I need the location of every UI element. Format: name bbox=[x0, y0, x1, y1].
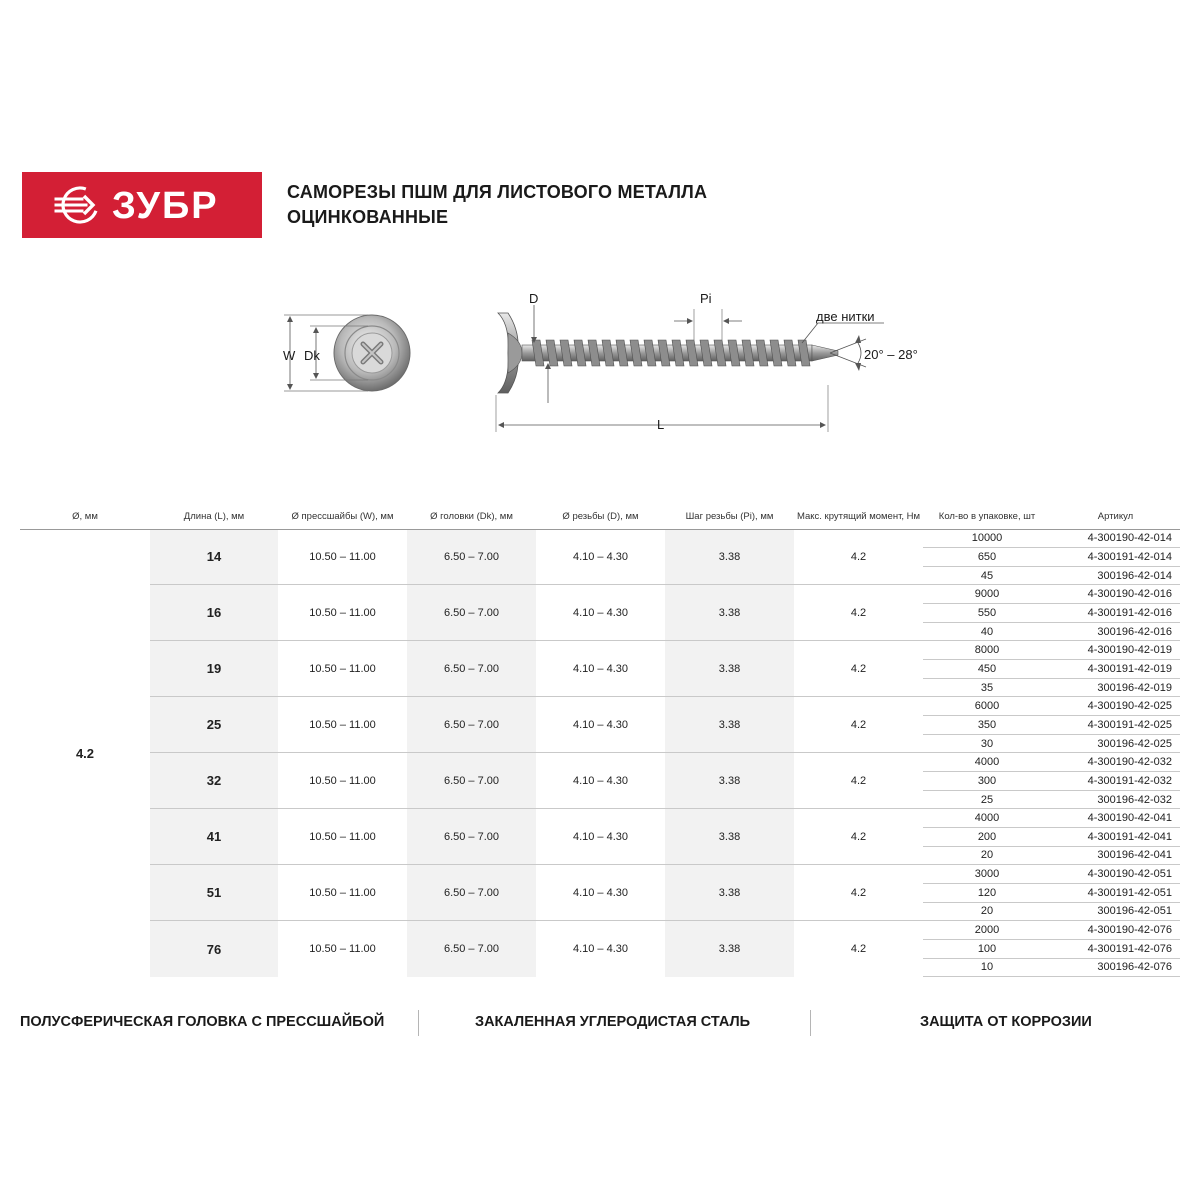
cell-quantity: 45 bbox=[923, 566, 1051, 585]
cell-length: 19 bbox=[150, 641, 278, 697]
cell-thread-pitch: 3.38 bbox=[665, 809, 794, 865]
table-row bbox=[20, 697, 1180, 716]
cell-thread-diameter: 4.10 – 4.30 bbox=[536, 529, 665, 585]
thread-ridge bbox=[546, 340, 558, 366]
spec-table bbox=[20, 505, 1180, 977]
cell-quantity: 4000 bbox=[923, 809, 1051, 828]
cell-head-diameter: 6.50 – 7.00 bbox=[407, 529, 536, 585]
col-header-thread-pitch: Шаг резьбы (Pi), мм bbox=[665, 505, 794, 529]
thread-ridge bbox=[714, 340, 726, 366]
table-row bbox=[20, 865, 1180, 884]
cell-article: 4-300191-42-014 bbox=[1051, 548, 1180, 567]
cell-article: 4-300190-42-016 bbox=[1051, 585, 1180, 604]
thread-ridge bbox=[756, 340, 768, 366]
cell-torque: 4.2 bbox=[794, 641, 923, 697]
thread-ridge bbox=[644, 340, 656, 366]
dim-label-threads: две нитки bbox=[816, 309, 875, 324]
cell-washer-diameter: 10.50 – 11.00 bbox=[278, 921, 407, 977]
cell-length: 32 bbox=[150, 753, 278, 809]
product-title-line1: САМОРЕЗЫ ПШМ ДЛЯ ЛИСТОВОГО МЕТАЛЛА bbox=[287, 182, 708, 202]
cell-quantity: 200 bbox=[923, 828, 1051, 847]
cell-quantity: 6000 bbox=[923, 697, 1051, 716]
cell-head-diameter: 6.50 – 7.00 bbox=[407, 865, 536, 921]
thread-ridge bbox=[686, 340, 698, 366]
cell-quantity: 8000 bbox=[923, 641, 1051, 660]
dim-label-w: W bbox=[283, 348, 296, 363]
cell-quantity: 35 bbox=[923, 678, 1051, 697]
cell-thread-pitch: 3.38 bbox=[665, 529, 794, 585]
cell-article: 300196-42-076 bbox=[1051, 958, 1180, 977]
cell-article: 300196-42-016 bbox=[1051, 622, 1180, 641]
table-row bbox=[20, 921, 1180, 940]
product-title bbox=[287, 180, 707, 230]
cell-quantity: 20 bbox=[923, 846, 1051, 865]
thread-ridge bbox=[630, 340, 642, 366]
cell-torque: 4.2 bbox=[794, 753, 923, 809]
thread-ridge bbox=[672, 340, 684, 366]
screw-diagram bbox=[270, 285, 950, 450]
brand-wordmark: ЗУБР bbox=[112, 185, 219, 227]
cell-thread-pitch: 3.38 bbox=[665, 641, 794, 697]
feature-divider bbox=[418, 1010, 419, 1036]
cell-quantity: 10 bbox=[923, 958, 1051, 977]
cell-thread-diameter: 4.10 – 4.30 bbox=[536, 585, 665, 641]
spec-table-container bbox=[20, 505, 1180, 977]
cell-quantity: 20 bbox=[923, 902, 1051, 921]
cell-torque: 4.2 bbox=[794, 529, 923, 585]
spec-table-body bbox=[20, 529, 1180, 977]
cell-torque: 4.2 bbox=[794, 921, 923, 977]
cell-article: 4-300191-42-032 bbox=[1051, 772, 1180, 791]
cell-article: 4-300190-42-019 bbox=[1051, 641, 1180, 660]
cell-thread-pitch: 3.38 bbox=[665, 753, 794, 809]
cell-washer-diameter: 10.50 – 11.00 bbox=[278, 529, 407, 585]
cell-thread-diameter: 4.10 – 4.30 bbox=[536, 697, 665, 753]
cell-length: 76 bbox=[150, 921, 278, 977]
table-row bbox=[20, 753, 1180, 772]
cell-washer-diameter: 10.50 – 11.00 bbox=[278, 697, 407, 753]
cell-article: 4-300190-42-041 bbox=[1051, 809, 1180, 828]
cell-head-diameter: 6.50 – 7.00 bbox=[407, 921, 536, 977]
cell-torque: 4.2 bbox=[794, 585, 923, 641]
table-row bbox=[20, 529, 1180, 548]
cell-length: 25 bbox=[150, 697, 278, 753]
cell-torque: 4.2 bbox=[794, 809, 923, 865]
cell-quantity: 4000 bbox=[923, 753, 1051, 772]
brand-logo-mark bbox=[22, 172, 262, 238]
cell-quantity: 300 bbox=[923, 772, 1051, 791]
dim-label-dk: Dk bbox=[304, 348, 320, 363]
cell-diameter: 4.2 bbox=[75, 745, 95, 761]
cell-quantity: 40 bbox=[923, 622, 1051, 641]
cell-thread-pitch: 3.38 bbox=[665, 865, 794, 921]
cell-thread-diameter: 4.10 – 4.30 bbox=[536, 753, 665, 809]
cell-quantity: 9000 bbox=[923, 585, 1051, 604]
thread-ridge bbox=[602, 340, 614, 366]
cell-head-diameter: 6.50 – 7.00 bbox=[407, 753, 536, 809]
cell-article: 4-300191-42-051 bbox=[1051, 883, 1180, 902]
cell-article: 4-300191-42-019 bbox=[1051, 660, 1180, 679]
cell-article: 4-300190-42-025 bbox=[1051, 697, 1180, 716]
thread-ridge bbox=[700, 340, 712, 366]
cell-quantity: 650 bbox=[923, 548, 1051, 567]
table-header-row bbox=[20, 505, 1180, 529]
cell-quantity: 2000 bbox=[923, 921, 1051, 940]
table-row bbox=[20, 809, 1180, 828]
cell-head-diameter: 6.50 – 7.00 bbox=[407, 697, 536, 753]
cell-quantity: 350 bbox=[923, 716, 1051, 735]
col-header-washer-diameter: Ø прессшайбы (W), мм bbox=[278, 505, 407, 529]
dim-label-d: D bbox=[529, 291, 539, 306]
cell-length: 51 bbox=[150, 865, 278, 921]
col-header-head-diameter: Ø головки (Dk), мм bbox=[407, 505, 536, 529]
cell-washer-diameter: 10.50 – 11.00 bbox=[278, 585, 407, 641]
thread-ridge bbox=[560, 340, 572, 366]
cell-article: 4-300191-42-041 bbox=[1051, 828, 1180, 847]
dim-label-pi: Pi bbox=[700, 291, 712, 306]
feature-hemispherical-head: ПОЛУСФЕРИЧЕСКАЯ ГОЛОВКА С ПРЕССШАЙБОЙ bbox=[20, 1014, 385, 1030]
cell-article: 300196-42-025 bbox=[1051, 734, 1180, 753]
cell-article: 4-300191-42-016 bbox=[1051, 604, 1180, 623]
cell-quantity: 10000 bbox=[923, 529, 1051, 548]
brand-logo bbox=[22, 172, 262, 238]
cell-quantity: 550 bbox=[923, 604, 1051, 623]
thread-ridge bbox=[728, 340, 740, 366]
features-bar bbox=[20, 1010, 1180, 1036]
thread-ridge bbox=[658, 340, 670, 366]
cell-head-diameter: 6.50 – 7.00 bbox=[407, 809, 536, 865]
cell-head-diameter: 6.50 – 7.00 bbox=[407, 641, 536, 697]
cell-thread-diameter: 4.10 – 4.30 bbox=[536, 641, 665, 697]
thread-ridge bbox=[798, 340, 810, 366]
cell-article: 300196-42-051 bbox=[1051, 902, 1180, 921]
col-header-quantity: Кол-во в упаковке, шт bbox=[923, 505, 1051, 529]
thread-ridge bbox=[784, 340, 796, 366]
cell-washer-diameter: 10.50 – 11.00 bbox=[278, 753, 407, 809]
thread-ridge bbox=[770, 340, 782, 366]
cell-article: 4-300190-42-076 bbox=[1051, 921, 1180, 940]
cell-quantity: 3000 bbox=[923, 865, 1051, 884]
cell-washer-diameter: 10.50 – 11.00 bbox=[278, 641, 407, 697]
cell-length: 41 bbox=[150, 809, 278, 865]
cell-quantity: 120 bbox=[923, 883, 1051, 902]
cell-quantity: 100 bbox=[923, 939, 1051, 958]
cell-quantity: 25 bbox=[923, 790, 1051, 809]
feature-corrosion-protection: ЗАЩИТА ОТ КОРРОЗИИ bbox=[920, 1014, 1092, 1030]
table-row bbox=[20, 585, 1180, 604]
feature-divider bbox=[810, 1010, 811, 1036]
screw-side-view bbox=[496, 305, 884, 432]
col-header-article: Артикул bbox=[1051, 505, 1180, 529]
product-title-line2: ОЦИНКОВАННЫЕ bbox=[287, 207, 449, 227]
cell-article: 4-300191-42-025 bbox=[1051, 716, 1180, 735]
thread-ridge bbox=[574, 340, 586, 366]
cell-torque: 4.2 bbox=[794, 865, 923, 921]
col-header-diameter: Ø, мм bbox=[20, 505, 150, 529]
col-header-torque: Макс. крутящий момент, Нм bbox=[794, 505, 923, 529]
thread-ridge bbox=[616, 340, 628, 366]
cell-article: 4-300190-42-051 bbox=[1051, 865, 1180, 884]
cell-washer-diameter: 10.50 – 11.00 bbox=[278, 809, 407, 865]
feature-hardened-steel: ЗАКАЛЕННАЯ УГЛЕРОДИСТАЯ СТАЛЬ bbox=[475, 1014, 751, 1030]
cell-article: 4-300191-42-076 bbox=[1051, 939, 1180, 958]
cell-article: 4-300190-42-032 bbox=[1051, 753, 1180, 772]
cell-quantity: 30 bbox=[923, 734, 1051, 753]
table-row bbox=[20, 641, 1180, 660]
cell-article: 4-300190-42-014 bbox=[1051, 529, 1180, 548]
cell-article: 300196-42-014 bbox=[1051, 566, 1180, 585]
cell-thread-pitch: 3.38 bbox=[665, 921, 794, 977]
dim-label-angle: 20° – 28° bbox=[864, 347, 918, 362]
cell-thread-diameter: 4.10 – 4.30 bbox=[536, 921, 665, 977]
cell-thread-pitch: 3.38 bbox=[665, 585, 794, 641]
cell-head-diameter: 6.50 – 7.00 bbox=[407, 585, 536, 641]
cell-article: 300196-42-032 bbox=[1051, 790, 1180, 809]
cell-thread-diameter: 4.10 – 4.30 bbox=[536, 809, 665, 865]
cell-thread-diameter: 4.10 – 4.30 bbox=[536, 865, 665, 921]
cell-torque: 4.2 bbox=[794, 697, 923, 753]
cell-article: 300196-42-019 bbox=[1051, 678, 1180, 697]
cell-article: 300196-42-041 bbox=[1051, 846, 1180, 865]
cell-washer-diameter: 10.50 – 11.00 bbox=[278, 865, 407, 921]
col-header-thread-diameter: Ø резьбы (D), мм bbox=[536, 505, 665, 529]
dim-label-l: L bbox=[657, 417, 665, 432]
cell-thread-pitch: 3.38 bbox=[665, 697, 794, 753]
cell-length: 14 bbox=[150, 529, 278, 585]
cell-quantity: 450 bbox=[923, 660, 1051, 679]
screw-head-front-view bbox=[284, 315, 410, 391]
thread-ridge bbox=[588, 340, 600, 366]
thread-ridge bbox=[742, 340, 754, 366]
thread-ridge bbox=[532, 340, 544, 366]
col-header-length: Длина (L), мм bbox=[150, 505, 278, 529]
cell-length: 16 bbox=[150, 585, 278, 641]
